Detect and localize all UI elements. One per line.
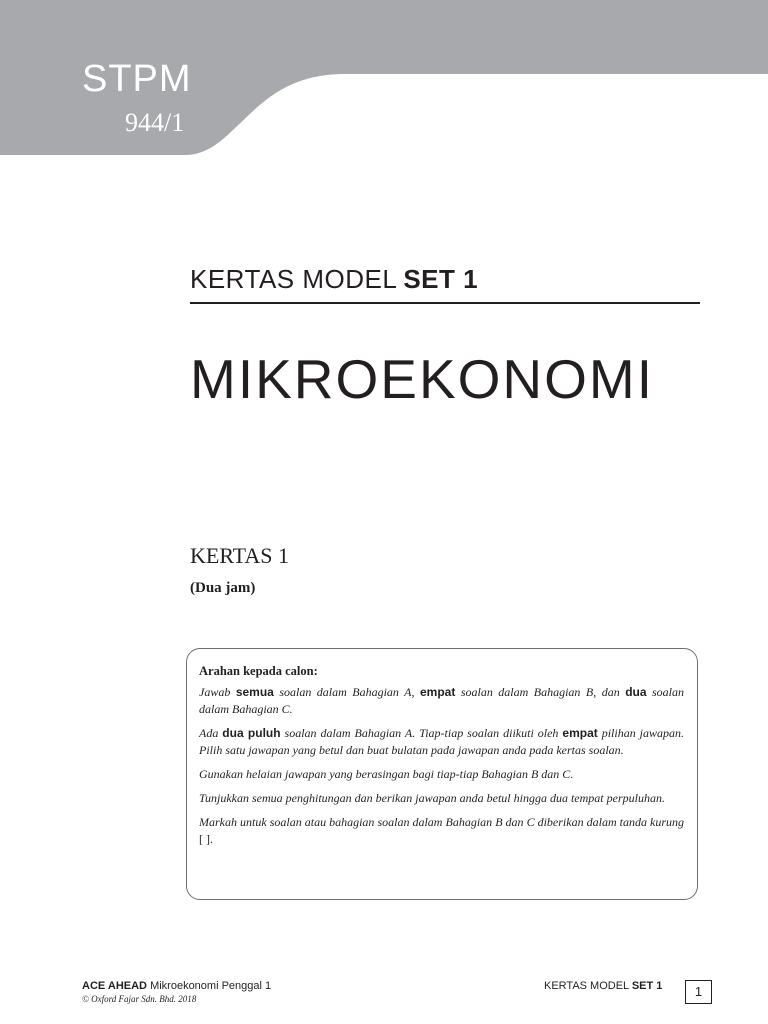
instructions-heading: Arahan kepada calon: [199,664,318,678]
title-divider [190,302,700,304]
model-label: KERTAS MODEL [190,264,398,294]
instruction-3: Gunakan helaian jawapan yang berasingan bagi tiap-tiap Bahagian B dan C. [199,767,574,781]
instruction-1-text: soalan dalam Bahagian B, dan [455,685,626,699]
instruction-5 [199,814,684,848]
paper-name: KERTAS 1 [190,543,289,568]
footer-copyright: © Oxford Fajar Sdn. Bhd. 2018 [82,994,197,1004]
instruction-1-emphasis: semua [235,685,274,699]
instruction-1-emphasis: dua [625,685,647,699]
instruction-1 [199,684,684,718]
paper-duration: (Dua jam) [190,580,256,596]
subject-title: MIKROEKONOMI [190,348,655,410]
instruction-4: Tunjukkan semua penghitungan dan berikan jawapan anda betul hingga dua tempat perpuluhan. [199,791,665,805]
footer-set-label: SET 1 [631,980,663,992]
instruction-1-emphasis: empat [420,685,456,699]
instruction-2-text: soalan dalam Bahagian A. Tiap-tiap soalan diikuti oleh [280,726,563,740]
exam-name: STPM [82,58,192,100]
footer-section-label [544,981,662,992]
instruction-5-text: . [210,832,213,846]
instruction-2-text: pilihan jawapan. Pilih satu jawapan yang betul dan buat bulatan pada jawapan anda pada kertas soalan. [199,726,684,757]
page-number: 1 [685,980,712,1004]
instruction-2-emphasis: empat [562,726,598,740]
instruction-1-text: soalan dalam Bahagian A, [273,685,420,699]
instruction-5-brackets: [ ] [199,832,210,846]
footer-book-title [82,981,271,992]
footer-book: Mikroekonomi Penggal 1 [150,980,272,992]
footer-brand: ACE AHEAD [82,980,147,992]
instruction-1-text: Jawab [199,685,236,699]
model-paper-title [190,266,478,292]
instructions-box [186,648,698,900]
set-label: SET 1 [403,264,479,294]
instruction-2 [199,725,684,759]
instruction-1-text: soalan dalam Bahagian C. [199,685,685,716]
instruction-2-text: Ada [199,726,223,740]
paper-code: 944/1 [125,108,185,137]
instruction-5-text: Markah untuk soalan atau bahagian soalan dalam Bahagian B dan C diberikan dalam tanda kurung [199,815,684,829]
instruction-2-emphasis: dua puluh [222,726,281,740]
footer-model-label: KERTAS MODEL [544,980,629,992]
